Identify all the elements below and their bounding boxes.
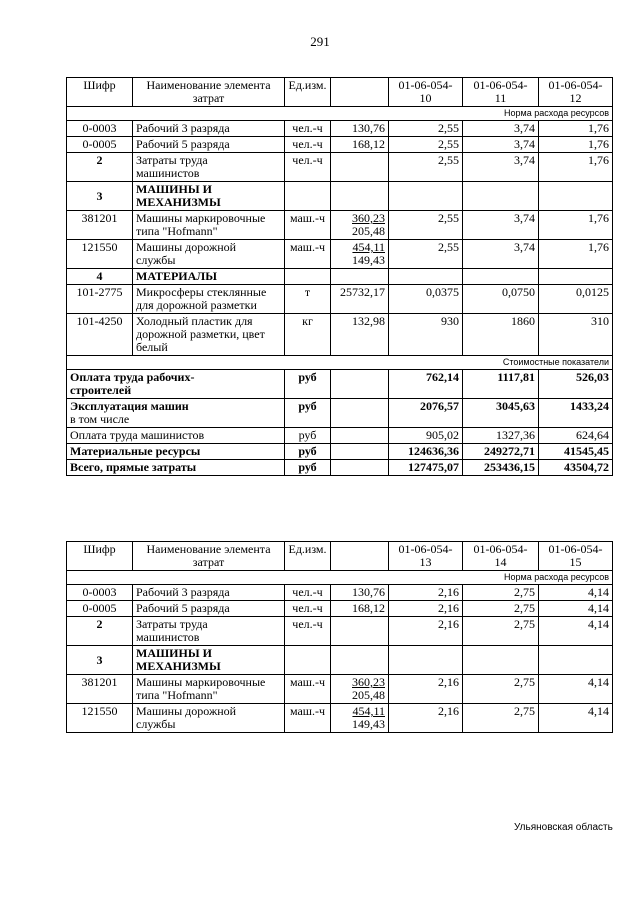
header-col-14: 01-06-054- 14 bbox=[463, 542, 539, 571]
header-code: Шифр bbox=[67, 542, 133, 571]
header-col-10: 01-06-054- 10 bbox=[389, 78, 463, 107]
cost-row: Эксплуатация машин в том числе руб 2076,57 3045,63 1433,24 bbox=[67, 399, 613, 428]
table-row: 2 Затраты труда машинистов чел.-ч 2,55 3,74 1,76 bbox=[67, 153, 613, 182]
header-unit: Ед.изм. bbox=[285, 542, 331, 571]
norm-label-row bbox=[67, 107, 613, 121]
table-row: 381201 Машины маркировочные типа "Hofmann" маш.-ч 360,23 205,48 2,16 2,75 4,14 bbox=[67, 675, 613, 704]
table-row: 0-0003 Рабочий 3 разряда чел.-ч 130,76 2,55 3,74 1,76 bbox=[67, 121, 613, 137]
section-row-machines: 3 МАШИНЫ И МЕХАНИЗМЫ bbox=[67, 182, 613, 211]
header-col-11: 01-06-054- 11 bbox=[463, 78, 539, 107]
cost-row: Материальные ресурсы руб 124636,36 249272,71 41545,45 bbox=[67, 444, 613, 460]
table-row: 101-4250 Холодный пластик для дорожной разметки, цвет белый кг 132,98 930 1860 310 bbox=[67, 314, 613, 356]
header-col-12: 01-06-054- 12 bbox=[539, 78, 613, 107]
table-row: 121550 Машины дорожной службы маш.-ч 454,11 149,43 2,55 3,74 1,76 bbox=[67, 240, 613, 269]
norm-label: Норма расхода ресурсов bbox=[67, 571, 613, 585]
header-name: Наименование элемента затрат bbox=[133, 542, 285, 571]
header-name: Наименование элемента затрат bbox=[133, 78, 285, 107]
norm-label: Норма расхода ресурсов bbox=[67, 107, 613, 121]
table-row: 0-0003 Рабочий 3 разряда чел.-ч 130,76 2,16 2,75 4,14 bbox=[67, 585, 613, 601]
cost-row: Оплата труда рабочих- строителей руб 762,14 1117,81 526,03 bbox=[67, 370, 613, 399]
header-col-15: 01-06-054- 15 bbox=[539, 542, 613, 571]
table-row: 121550 Машины дорожной службы маш.-ч 454,11 149,43 2,16 2,75 4,14 bbox=[67, 704, 613, 733]
table-row: 0-0005 Рабочий 5 разряда чел.-ч 168,12 2,55 3,74 1,76 bbox=[67, 137, 613, 153]
section-row-materials: 4 МАТЕРИАЛЫ bbox=[67, 269, 613, 285]
cost-row: Оплата труда машинистов руб 905,02 1327,36 624,64 bbox=[67, 428, 613, 444]
header-col-13: 01-06-054- 13 bbox=[389, 542, 463, 571]
header-price bbox=[331, 78, 389, 107]
table-row: 0-0005 Рабочий 5 разряда чел.-ч 168,12 2,16 2,75 4,14 bbox=[67, 601, 613, 617]
page-number: 291 bbox=[310, 34, 330, 49]
table-row: 101-2775 Микросферы стеклянные для дорожной разметки т 25732,17 0,0375 0,0750 0,0125 bbox=[67, 285, 613, 314]
resource-table-1 bbox=[66, 77, 613, 476]
header-code: Шифр bbox=[67, 78, 133, 107]
header-price bbox=[331, 542, 389, 571]
header-unit: Ед.изм. bbox=[285, 78, 331, 107]
table-row: 2 Затраты труда машинистов чел.-ч 2,16 2,75 4,14 bbox=[67, 617, 613, 646]
table-header-row bbox=[67, 542, 613, 571]
table-header-row bbox=[67, 78, 613, 107]
cost-row-total: Всего, прямые затраты руб 127475,07 253436,15 43504,72 bbox=[67, 460, 613, 476]
section-row-machines: 3 МАШИНЫ И МЕХАНИЗМЫ bbox=[67, 646, 613, 675]
norm-label-row bbox=[67, 571, 613, 585]
table-row: 381201 Машины маркировочные типа "Hofmann" маш.-ч 360,23 205,48 2,55 3,74 1,76 bbox=[67, 211, 613, 240]
cost-label: Стоимостные показатели bbox=[67, 356, 613, 370]
footer-region: Ульяновская область bbox=[514, 822, 613, 833]
resource-table-2 bbox=[66, 541, 613, 733]
cost-label-row bbox=[67, 356, 613, 370]
